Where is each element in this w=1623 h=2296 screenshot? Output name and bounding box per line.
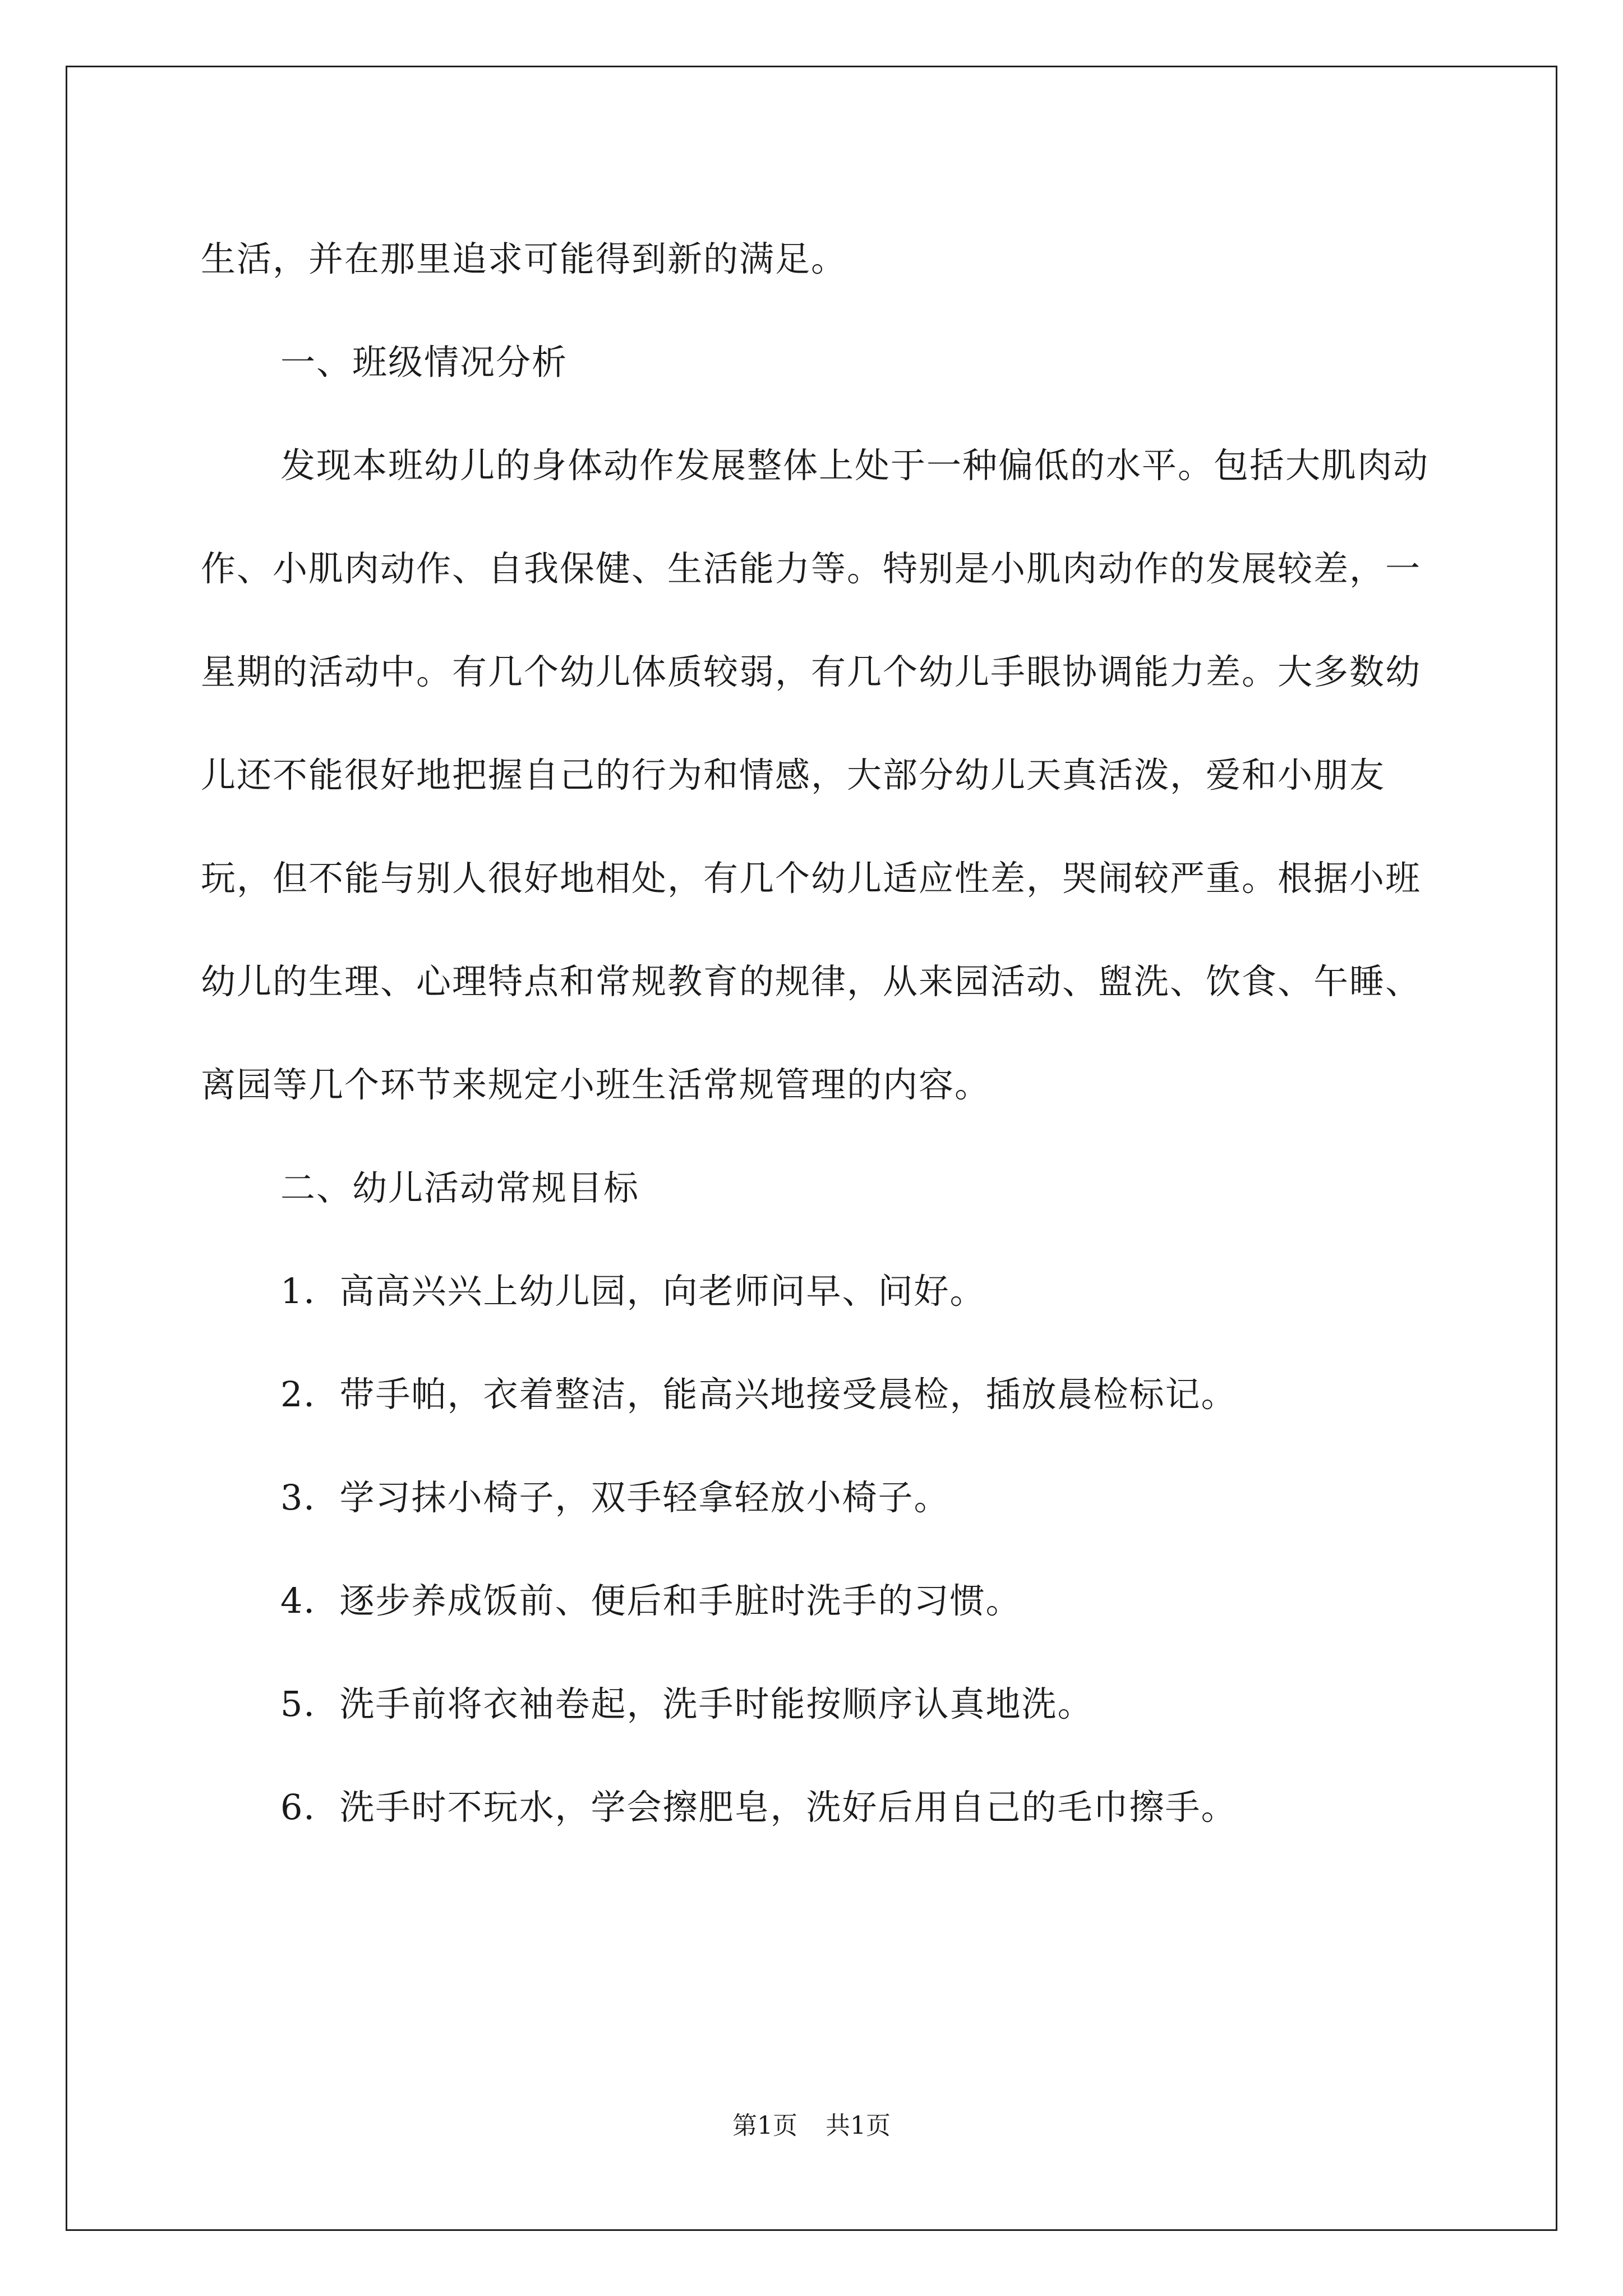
- paragraph-continuation: 生活，并在那里追求可能得到新的满足。: [201, 238, 847, 279]
- page-footer: [0, 2109, 1623, 2143]
- list-item-goal-3: 3．学习抹小椅子，双手轻拿轻放小椅子。: [280, 1477, 950, 1518]
- section-heading-class-analysis: 一、班级情况分析: [280, 342, 568, 383]
- list-item-goal-4: 4．逐步养成饭前、便后和手脏时洗手的习惯。: [280, 1580, 1022, 1621]
- page-total: 共1页: [826, 2111, 891, 2140]
- document-body: [201, 208, 1435, 1859]
- page-number: 第1页: [732, 2111, 797, 2140]
- list-item-goal-5: 5．洗手前将衣袖卷起，洗手时能按顺序认真地洗。: [280, 1683, 1094, 1724]
- list-item-goal-1: 1．高高兴兴上幼儿园，向老师问早、问好。: [280, 1271, 986, 1312]
- list-item-goal-2: 2．带手帕，衣着整洁，能高兴地接受晨检，插放晨检标记。: [280, 1374, 1237, 1415]
- paragraph-class-analysis: 发现本班幼儿的身体动作发展整体上处于一种偏低的水平。包括大肌肉动作、小肌肉动作、自我保健、生活能力等。特别是小肌肉动作的发展较差，一星期的活动中。有几个幼儿体质较弱，有几个幼儿手眼协调能力差。大多数幼儿还不能很好地把握自己的行为和情感，大部分幼儿天真活泼，爱和小朋友玩，但不能与别人很好地相处，有几个幼儿适应性差，哭闹较严重。根据小班幼儿的生理、心理特点和常规教育的规律，从来园活动、盥洗、饮食、午睡、离园等几个环节来规定小班生活常规管理的内容。: [201, 445, 1430, 1105]
- list-item-goal-6: 6．洗手时不玩水，学会擦肥皂，洗好后用自己的毛巾擦手。: [280, 1787, 1237, 1828]
- section-heading-activity-goals: 二、幼儿活动常规目标: [280, 1167, 640, 1208]
